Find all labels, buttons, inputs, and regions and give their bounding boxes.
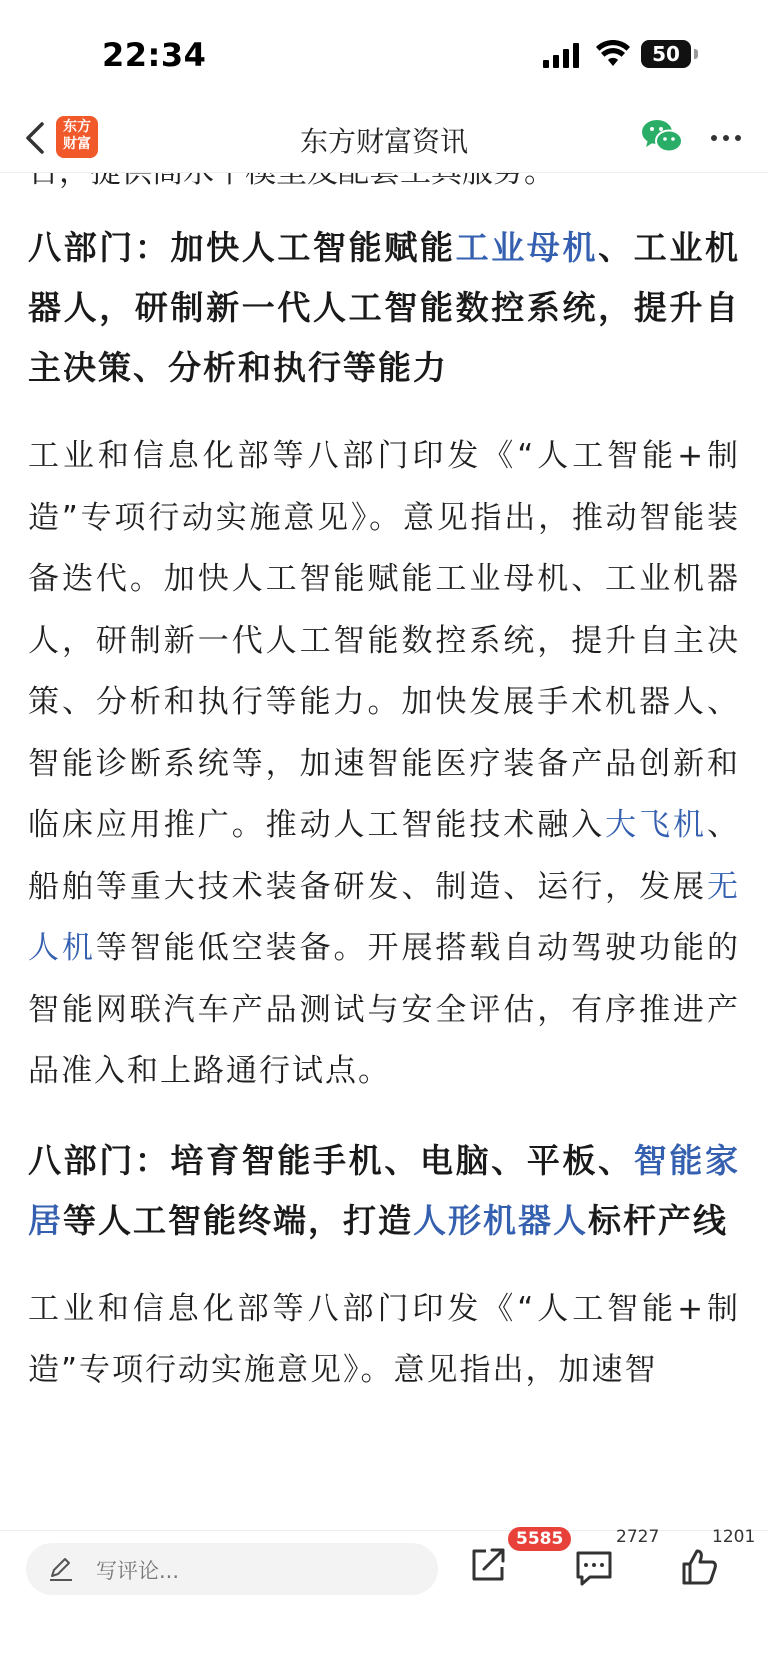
paragraph-text: 、船舶等重大技术装备研发、制造、运行，发展 — [28, 807, 741, 905]
section-headline — [28, 1131, 740, 1251]
bottom-action-bar — [0, 1527, 768, 1670]
comment-icon[interactable] — [574, 1549, 614, 1587]
share-icon[interactable] — [468, 1545, 508, 1585]
wechat-share-icon[interactable] — [640, 116, 684, 156]
cellular-signal-icon — [543, 42, 583, 68]
article-paragraph — [28, 426, 740, 1103]
paragraph-text: 工业和信息化部等八部门印发《“人工智能+制造”专项行动实施意见》。意见指出，推动智能装备迭代。加快人工智能赋能工业母机、工业机器人，研制新一代人工智能数控系统，提升自主决策、分析和执行等能力。加快发展手术机器人、智能诊断系统等，加速智能医疗装备产品创新和临床应用推广。推动人工智能技术融入 — [28, 438, 740, 843]
logo-text: 财富 — [63, 136, 91, 152]
page-title: 东方财富资讯 — [299, 125, 468, 158]
headline-text: 八部门：加快人工智能赋能 — [28, 228, 456, 267]
battery-cap — [694, 49, 698, 59]
battery-indicator: 50 — [641, 40, 691, 68]
comment-placeholder: 写评论... — [96, 1559, 180, 1583]
stock-link-gongyemuji[interactable]: 工业母机 — [455, 228, 599, 267]
article-paragraph — [28, 1279, 740, 1402]
paragraph-text: 工业和信息化部等八部门印发《“人工智能+制造”专项行动实施意见》。意见指出，加速智 — [28, 1290, 740, 1388]
paragraph-text: 等智能低空装备。开展搭载自动驾驶功能的智能网联汽车产品测试与安全评估，有序推进产品准入和上路通行试点。 — [28, 930, 741, 1089]
pencil-icon — [48, 1556, 74, 1582]
wifi-icon — [596, 40, 630, 68]
stock-link-zhinengjiaju[interactable]: 智能家居 — [28, 1140, 741, 1240]
headline-text: 等人工智能终端，打造 — [63, 1200, 413, 1240]
share-count-badge: 5585 — [508, 1527, 571, 1551]
headline-text: 、工业机器人，研制新一代人工智能数控系统，提升自主决策、分析和执行等能力 — [28, 228, 741, 387]
stock-link-renxingjiqiren[interactable]: 人形机器人 — [413, 1200, 588, 1240]
logo-text: 东方 — [63, 119, 91, 135]
thumbs-up-icon[interactable] — [680, 1547, 718, 1587]
headline-text: 八部门：培育智能手机、电脑、平板、 — [28, 1140, 634, 1180]
navigation-bar — [0, 104, 768, 173]
status-time: 22:34 — [102, 36, 207, 74]
stock-link-dafeiji[interactable]: 大飞机 — [605, 807, 708, 843]
stock-link-wurenji[interactable]: 无人机 — [28, 868, 740, 966]
section-headline — [28, 218, 740, 398]
status-bar — [0, 0, 768, 110]
like-count: 1201 — [712, 1527, 756, 1547]
comment-count: 2727 — [616, 1527, 660, 1547]
headline-text: 标杆产线 — [588, 1200, 728, 1240]
more-options-icon[interactable] — [706, 118, 746, 158]
comment-input[interactable] — [26, 1543, 438, 1595]
article-body[interactable] — [28, 150, 740, 1402]
